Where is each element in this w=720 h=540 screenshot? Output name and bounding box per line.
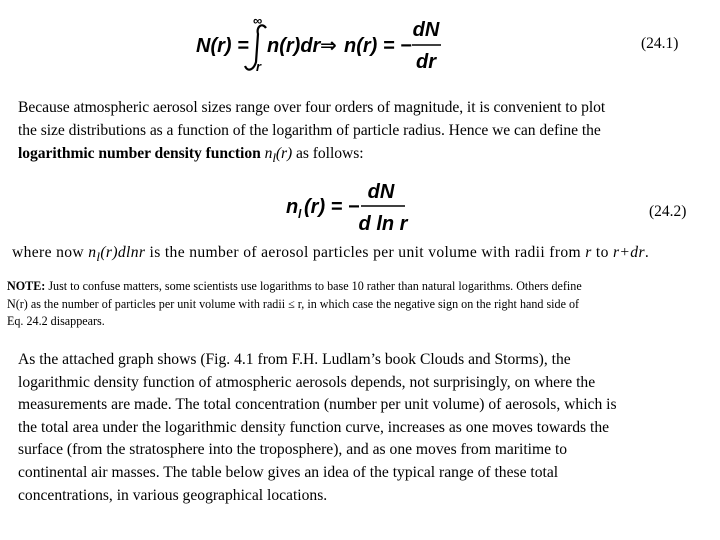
equation-24-2 xyxy=(0,170,720,240)
paragraph-2-period: . xyxy=(644,244,650,261)
paragraph-3 xyxy=(18,349,713,507)
eq1-number: (24.1) xyxy=(641,35,679,52)
eq2-lhs-argument: (r) = − xyxy=(304,196,360,218)
note-block xyxy=(7,278,707,331)
paragraph-1-line xyxy=(18,142,710,169)
note-line: Eq. 24.2 disappears. xyxy=(7,314,105,328)
eq1-integrand: n(r)dr xyxy=(267,35,321,57)
eq1-implies: ⇒ xyxy=(320,35,337,57)
paragraph-1-line: the size distributions as a function of the logarithm of particle radius. Hence we can define the xyxy=(18,122,601,139)
symbol-rest: (r)dlnr xyxy=(100,244,146,261)
symbol-base: n xyxy=(264,145,273,162)
eq2-number: (24.2) xyxy=(649,203,687,220)
paragraph-3-line: measurements are made. The total concentration (number per unit volume) of aerosols, which is xyxy=(18,396,617,414)
symbol-subscript: l xyxy=(96,249,101,265)
paragraph-3-line: the total area under the logarithmic density function curve, increases as one moves towards the xyxy=(18,418,610,436)
paragraph-2-prefix: where now xyxy=(12,244,89,261)
eq1-rhs-prefix: n(r) = − xyxy=(344,35,412,57)
note-line xyxy=(7,278,707,296)
paragraph-2-middle: is the number of aerosol particles per unit volume with radii from xyxy=(145,244,586,261)
equation-24-1 xyxy=(0,0,720,90)
defined-term: logarithmic number density function xyxy=(18,145,261,162)
symbol-subscript: l xyxy=(272,150,276,166)
paragraph-1-line: Because atmospheric aerosol sizes range over four orders of magnitude, it is convenient to plot xyxy=(18,99,606,116)
paragraph-2 xyxy=(12,241,712,268)
paragraph-1 xyxy=(18,96,710,169)
variable-r: r xyxy=(585,244,592,261)
eq1-upper-limit: ∞ xyxy=(253,13,263,28)
eq2-numerator: dN xyxy=(367,181,395,203)
note-line: N(r) as the number of particles per unit volume with radii ≤ r, in which case the negative sign on the right hand side of xyxy=(7,296,580,311)
eq1-denominator: dr xyxy=(416,51,436,73)
note-text: Just to confuse matters, some scientists use logarithms to base 10 rather than natural logarithms. Others define xyxy=(45,279,582,293)
variable-r-dr: r+dr xyxy=(613,244,645,261)
paragraph-3-line: logarithmic density function of atmospheric aerosols depends, not surprisingly, on where the xyxy=(18,373,596,391)
symbol-base: n xyxy=(88,244,97,261)
eq1-lower-limit: r xyxy=(256,59,262,74)
paragraph-3-line: surface (from the stratosphere into the troposphere), and as one moves from maritime to xyxy=(18,441,568,459)
paragraph-1-tail: as follows: xyxy=(292,145,364,162)
eq2-lhs-subscript: l xyxy=(298,207,302,221)
eq2-denominator: d ln r xyxy=(358,213,408,235)
paragraph-3-line: continental air masses. The table below gives an idea of the typical range of these total xyxy=(18,463,559,481)
paragraph-3-line: concentrations, in various geographical locations. xyxy=(18,486,328,504)
paragraph-3-line: As the attached graph shows (Fig. 4.1 from F.H. Ludlam’s book Clouds and Storms), the xyxy=(18,351,571,368)
eq2-lhs-base: n xyxy=(286,196,299,218)
eq1-numerator: dN xyxy=(412,19,440,41)
note-label: NOTE: xyxy=(7,279,46,293)
paragraph-2-to: to xyxy=(591,244,613,261)
eq1-lhs: N(r) = xyxy=(196,35,249,57)
symbol-argument: (r) xyxy=(275,145,293,162)
